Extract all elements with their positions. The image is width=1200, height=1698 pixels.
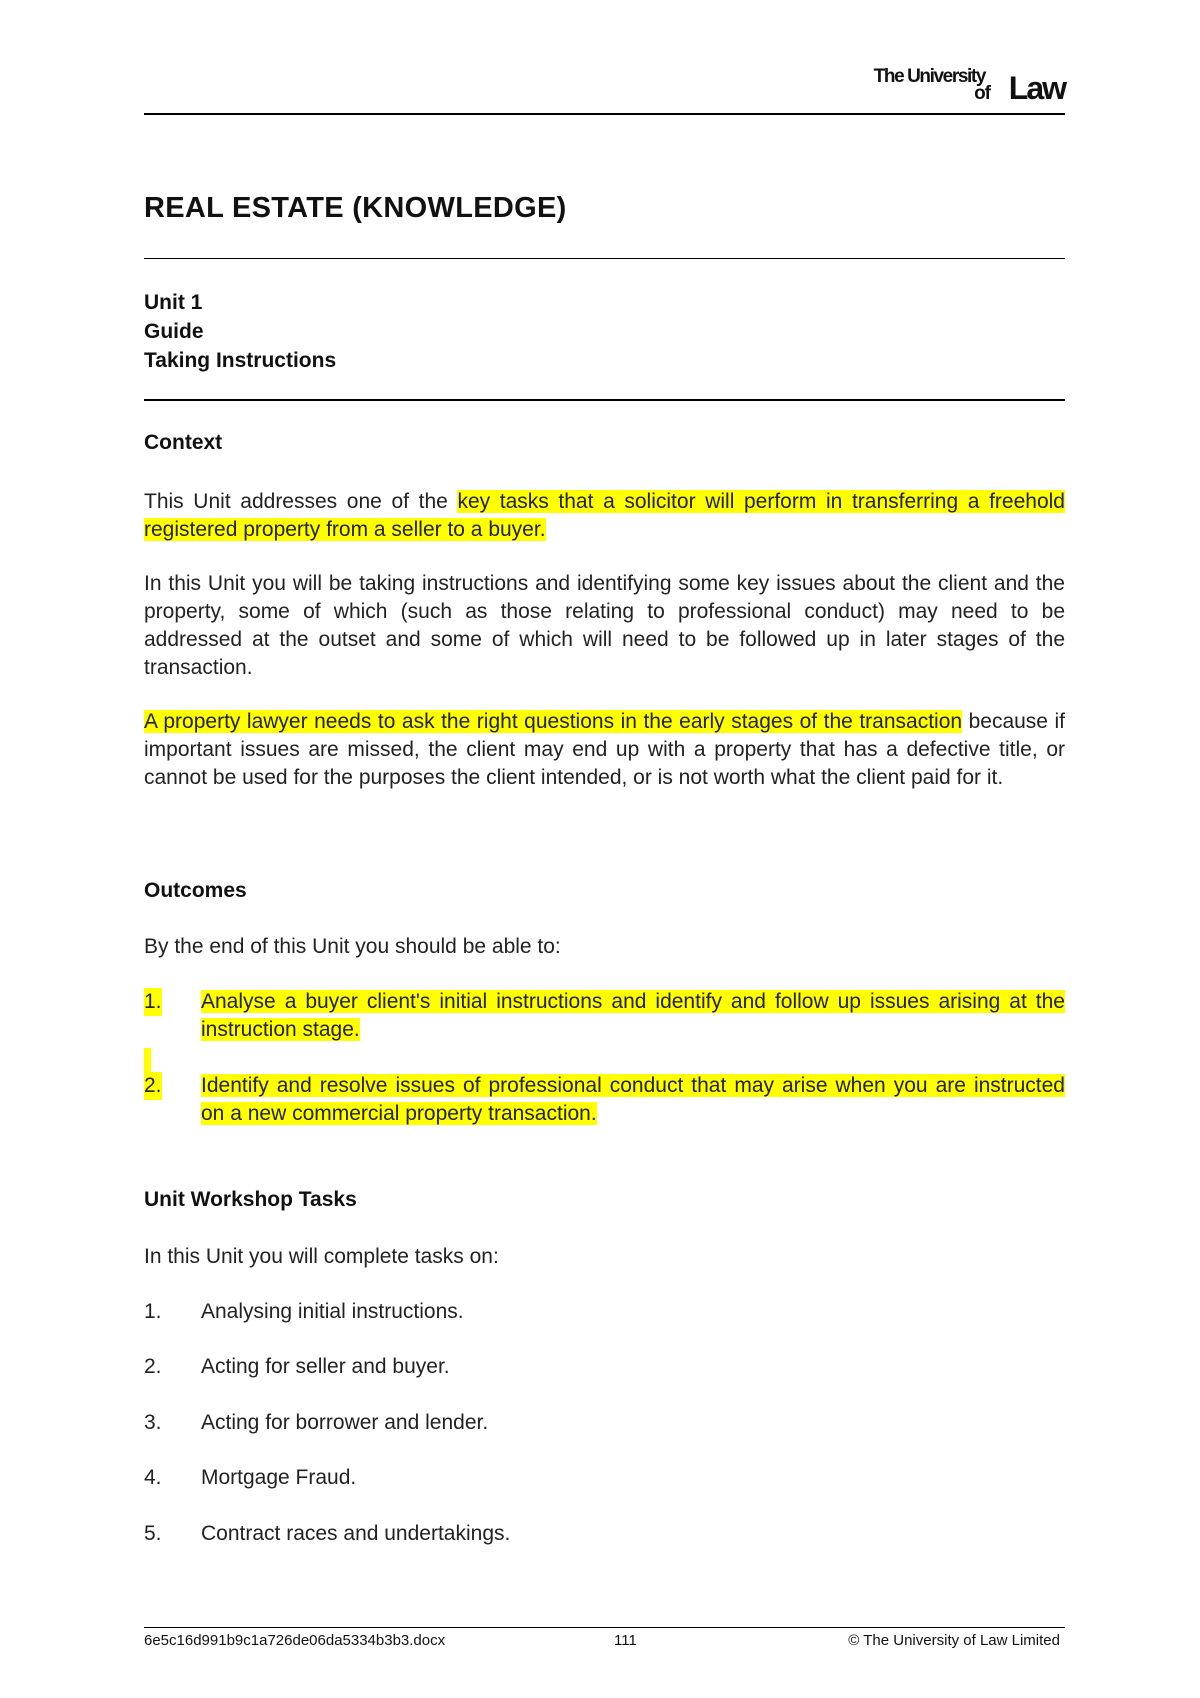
context-paragraph-1 (144, 488, 1065, 544)
workshop-number: 2. (144, 1355, 162, 1378)
workshop-number: 4. (144, 1466, 162, 1489)
highlight-marker (144, 1048, 151, 1072)
workshop-text: Acting for borrower and lender. (201, 1411, 489, 1434)
logo-text-law: Law (1008, 70, 1065, 106)
title-divider (144, 258, 1065, 259)
unit-number: Unit 1 (144, 291, 203, 314)
context-p1-text: This Unit addresses one of the (144, 490, 458, 513)
workshop-number: 3. (144, 1411, 162, 1434)
outcome-text: Identify and resolve issues of professional conduct that may arise when you are instructed on a new commercial property transaction. (201, 1074, 1065, 1125)
workshop-intro: In this Unit you will complete tasks on: (144, 1245, 499, 1268)
outcomes-intro: By the end of this Unit you should be able to: (144, 935, 561, 958)
workshop-number: 5. (144, 1522, 162, 1545)
context-heading: Context (144, 431, 223, 454)
context-p3-highlight: A property lawyer needs to ask the right questions in the early stages of the transaction (144, 710, 963, 733)
workshop-text: Analysing initial instructions. (201, 1300, 464, 1323)
footer-divider (144, 1627, 1065, 1628)
footer-copyright: © The University of Law Limited (848, 1632, 1060, 1649)
document-title: REAL ESTATE (KNOWLEDGE) (144, 192, 567, 224)
context-p1-highlight: key tasks that a solicitor will perform in transferring a freehold registered property from a seller to a buyer. (144, 490, 1065, 541)
workshop-text: Mortgage Fraud. (201, 1466, 357, 1489)
logo-text-of: of (974, 83, 990, 104)
workshop-text: Contract races and undertakings. (201, 1522, 511, 1545)
unit-divider (144, 399, 1065, 401)
outcome-number: 2. (144, 1072, 162, 1100)
outcome-number: 1. (144, 988, 162, 1016)
workshop-heading: Unit Workshop Tasks (144, 1188, 357, 1211)
outcomes-heading: Outcomes (144, 879, 247, 902)
unit-info (144, 288, 336, 375)
unit-name: Taking Instructions (144, 349, 337, 372)
context-paragraph-2: In this Unit you will be taking instructions and identifying some key issues about the client and the property, some of which (such as those relating to professional conduct) may need to be addressed at the outset and some of which will need to be followed up in later stages of the transaction. (144, 572, 1065, 679)
context-p3-text: because if important issues are missed, the client may end up with a property that has a defective title, or cannot be used for the purposes the client intended, or is not worth what the client paid for it. (144, 710, 1065, 789)
workshop-number: 1. (144, 1300, 162, 1323)
header-divider (144, 113, 1065, 115)
workshop-text: Acting for seller and buyer. (201, 1355, 450, 1378)
context-paragraph-3 (144, 708, 1065, 792)
unit-type: Guide (144, 320, 204, 343)
outcome-text: Analyse a buyer client's initial instructions and identify and follow up issues arising at the instruction stage. (201, 990, 1065, 1041)
logo-text-university: The University (873, 66, 985, 87)
footer-page-number: 111 (614, 1632, 637, 1649)
footer-filename: 6e5c16d991b9c1a726de06da5334b3b3.docx (144, 1632, 446, 1649)
university-logo (845, 66, 1065, 106)
